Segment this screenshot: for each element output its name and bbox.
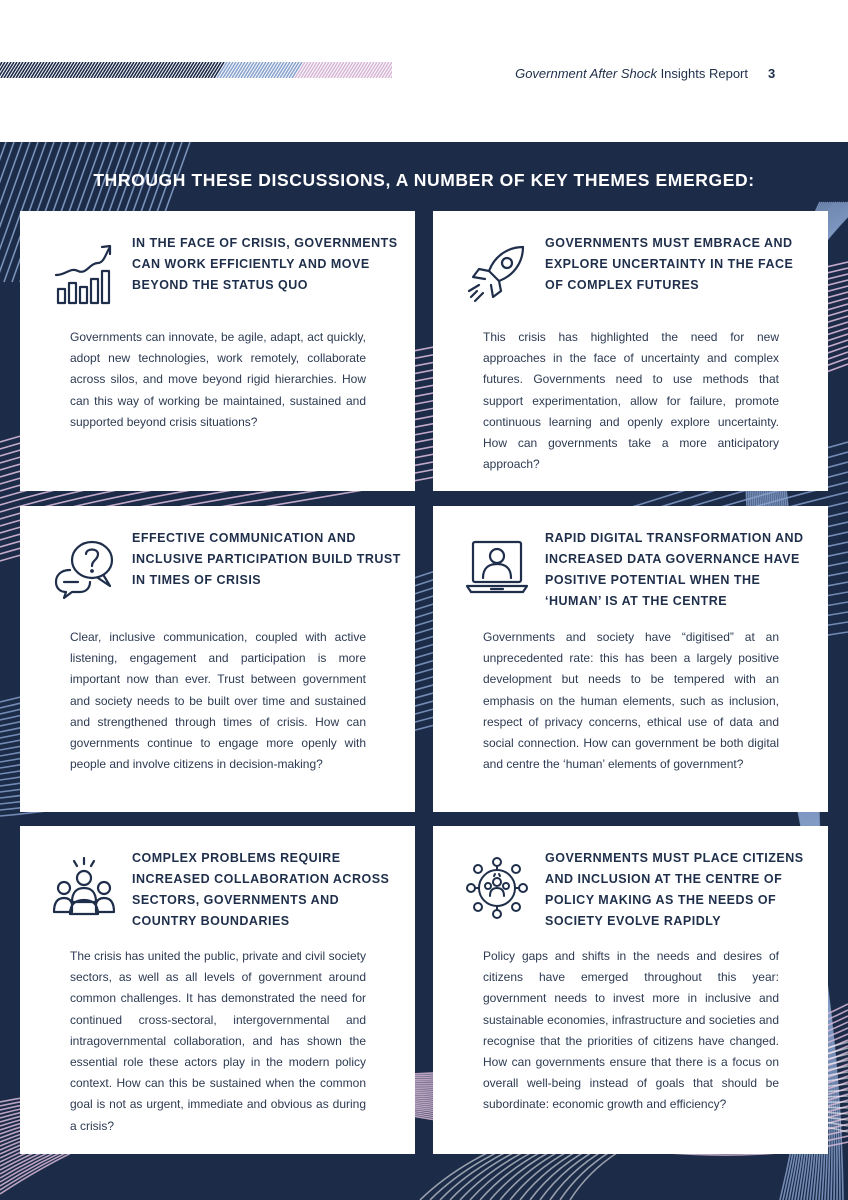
card-heading: IN THE FACE OF CRISIS, GOVERNMENTS CAN WORK EFFICIENTLY AND MOVE BEYOND THE STATUS QUO [132, 236, 398, 292]
report-title-rest: Insights Report [656, 66, 748, 81]
card-body: Clear, inclusive communication, coupled with active listening, engagement and participation is more important now than ever. Trust between government and society needs to be built over time and sustained and strengthened through times of crisis. How can governments continue to engage more openly with people and involve citizens in decision-making? [70, 630, 366, 772]
report-title [515, 66, 748, 81]
theme-card-citizens [433, 826, 828, 1154]
card-heading: GOVERNMENTS MUST PLACE CITIZENS AND INCLUSION AT THE CENTRE OF POLICY MAKING AS THE NEEDS OF SOCIETY EVOLVE RAPIDLY [545, 851, 804, 928]
growth-chart-icon [52, 241, 116, 305]
page-number: 3 [768, 66, 776, 81]
header-stripe-decoration [0, 62, 392, 78]
theme-card-uncertainty [433, 211, 828, 491]
theme-card-digital [433, 506, 828, 812]
section-title: THROUGH THESE DISCUSSIONS, A NUMBER OF KEY THEMES EMERGED: [93, 170, 755, 190]
citizen-network-icon [465, 856, 529, 920]
card-body: The crisis has united the public, private and civil society sectors, as well as all levels of government around common challenges. It has demonstrated the need for continued cross-sectoral, intergovernmental and intragovernmental collaboration, and has shown the essential role these actors play in the modern policy context. How can this be sustained when the common goal is not as urgent, immediate and obvious as during a crisis? [70, 949, 366, 1133]
card-body: Governments can innovate, be agile, adapt, act quickly, adopt new technologies, work remotely, collaborate across silos, and move beyond rigid hierarchies. How can this way of working be maintained, sustained and supported beyond crisis situations? [70, 330, 366, 429]
card-body: This crisis has highlighted the need for new approaches in the face of uncertainty and complex futures. Governments need to use methods that support experimentation, allow for failure, promote continuous learning and openly explore uncertainty. How can governments take a more anticipatory approach? [483, 330, 779, 472]
card-body: Policy gaps and shifts in the needs and desires of citizens have emerged throughout this year: government needs to invest more in inclusive and sustainable economies, infrastructure and societies and recognise that the priorities of citizens have changed. How can governments ensure that there is a focus on overall well-being instead of goals that should be subordinate: economic growth and efficiency? [483, 949, 779, 1112]
card-body: Governments and society have “digitised” at an unprecedented rate: this has been a largely positive development but needs to be tempered with an emphasis on the human elements, such as inclusion, respect of privacy concerns, ethical use of data and social connection. How can government be both digital and centre the ‘human’ elements of government? [483, 630, 779, 772]
card-heading: EFFECTIVE COMMUNICATION AND INCLUSIVE PARTICIPATION BUILD TRUST IN TIMES OF CRISIS [132, 531, 401, 587]
card-heading: GOVERNMENTS MUST EMBRACE AND EXPLORE UNCERTAINTY IN THE FACE OF COMPLEX FUTURES [545, 236, 794, 292]
theme-card-communication [20, 506, 415, 812]
group-people-icon [52, 856, 116, 920]
theme-card-collaboration [20, 826, 415, 1154]
report-title-italic: Government After Shock [515, 66, 657, 81]
rocket-icon [465, 241, 529, 305]
speech-bubbles-question-icon [52, 536, 116, 600]
card-heading: COMPLEX PROBLEMS REQUIRE INCREASED COLLABORATION ACROSS SECTORS, GOVERNMENTS AND COUNTRY BOUNDARIES [132, 851, 390, 928]
card-heading: RAPID DIGITAL TRANSFORMATION AND INCREASED DATA GOVERNANCE HAVE POSITIVE POTENTIAL WHEN THE ‘HUMAN’ IS AT THE CENTRE [545, 531, 804, 608]
theme-card-efficiency [20, 211, 415, 491]
laptop-user-icon [465, 536, 529, 600]
